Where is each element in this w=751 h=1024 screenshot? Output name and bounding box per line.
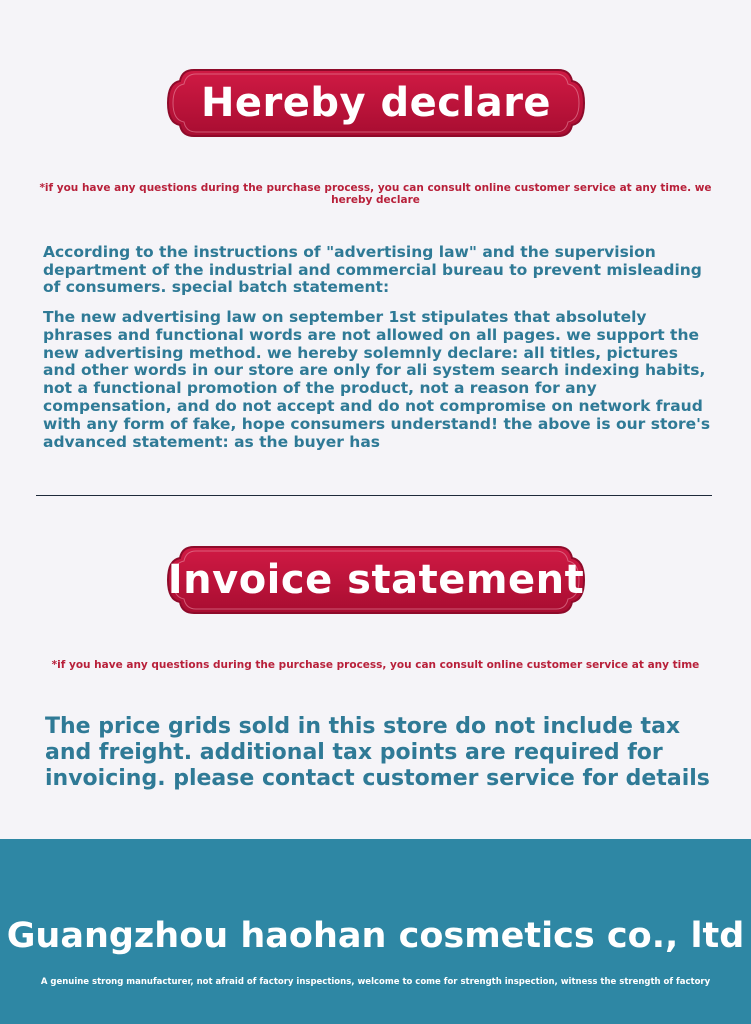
declare-banner: [166, 67, 586, 139]
company-name: Guangzhou haohan cosmetics co., ltd: [6, 916, 745, 956]
invoice-banner: [166, 544, 586, 616]
declare-title: Hereby declare: [200, 80, 552, 126]
invoice-note: *if you have any questions during the purchase process, you can consult online customer service at any time: [51, 659, 700, 671]
invoice-title: Invoice statement: [167, 557, 585, 603]
section-divider: [36, 495, 712, 496]
invoice-body: The price grids sold in this store do not include tax and freight. additional tax points are required for invoicing. please contact customer service for details: [45, 714, 710, 791]
declare-note: *if you have any questions during the purchase process, you can consult online customer service at any time. we hereby declare: [39, 182, 712, 206]
company-tagline: A genuine strong manufacturer, not afraid of factory inspections, welcome to come for strength inspection, witness the strength of factory: [40, 977, 711, 987]
declare-body: The new advertising law on september 1st stipulates that absolutely phrases and functional words are not allowed on all pages. we support the new advertising method. we hereby solemnly declare: all titles, pictures and other words in our store are only for ali system search indexing habits, not a functional promotion of the product, not a reason for any compensation, and do not accept and do not compromise on network fraud with any form of fake, hope consumers understand! the above is our store's advanced statement: as the buyer has: [43, 308, 711, 451]
declare-intro: According to the instructions of "advertising law" and the supervision department of the industrial and commercial bureau to prevent misleading of consumers. special batch statement:: [43, 243, 702, 296]
